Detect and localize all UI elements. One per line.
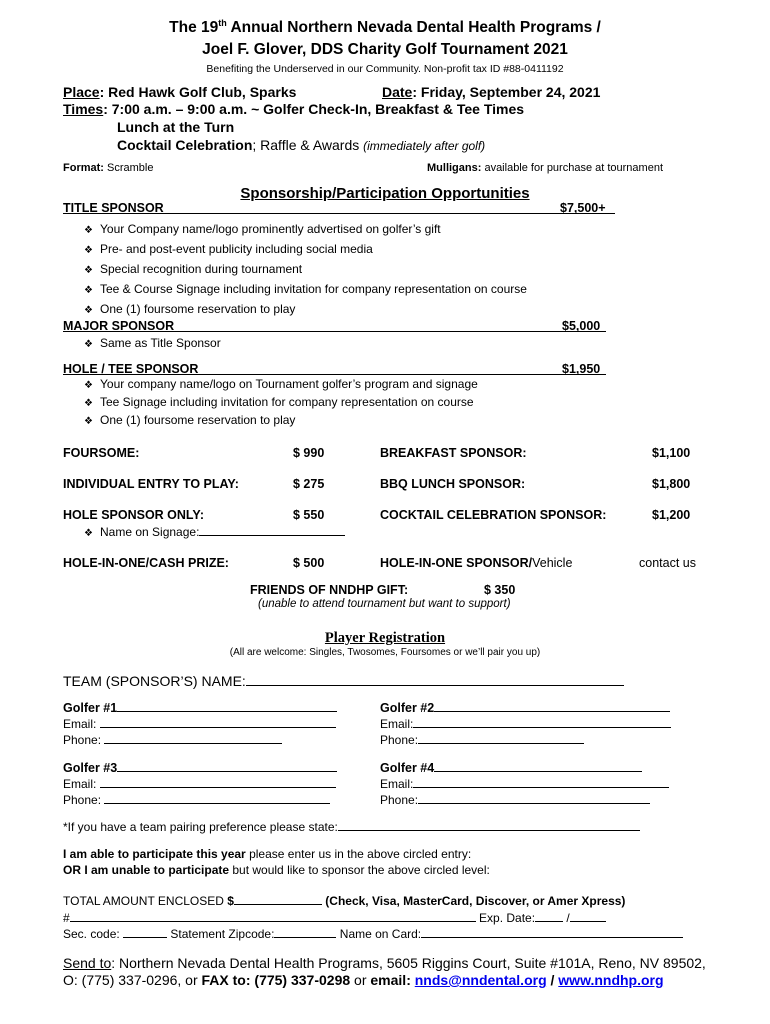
card-name-field[interactable] xyxy=(421,926,683,938)
participate-rest: please enter us in the above circled entry: xyxy=(245,847,472,861)
golfer1-label: Golfer #1 xyxy=(63,701,118,715)
or-text: or xyxy=(350,972,371,988)
golfer3-line xyxy=(63,760,337,775)
diamond-bullet-icon: ❖ xyxy=(84,416,93,427)
friends-note: (unable to attend tournament but want to support) xyxy=(258,598,511,610)
diamond-bullet-icon: ❖ xyxy=(84,380,93,391)
cocktail-rest: ; Raffle & Awards xyxy=(252,137,364,153)
participate-line xyxy=(63,847,471,861)
golfer3-label: Golfer #3 xyxy=(63,761,118,775)
golfer4-name-field[interactable] xyxy=(434,760,642,772)
golfer3-phone-label: Phone: xyxy=(63,793,102,807)
card-name-label: Name on Card: xyxy=(336,927,422,941)
diamond-bullet-icon: ❖ xyxy=(84,225,93,236)
pairing-line xyxy=(63,819,640,834)
sponsorship-heading: Sponsorship/Participation Opportunities xyxy=(240,185,530,202)
diamond-bullet-icon: ❖ xyxy=(84,265,93,276)
team-label: TEAM (SPONSOR’S) NAME: xyxy=(63,673,246,689)
golfer1-email-label: Email: xyxy=(63,717,97,731)
mulligans-label: Mulligans: xyxy=(427,162,482,174)
bullet-item xyxy=(84,280,527,300)
golfer2-name-field[interactable] xyxy=(434,700,670,712)
participate-bold: I am able to participate this year xyxy=(63,847,246,861)
sec-code-field[interactable] xyxy=(123,926,167,938)
golfer1-email-field[interactable] xyxy=(100,716,336,728)
golfer4-email-line xyxy=(380,776,669,791)
golfer4-line xyxy=(380,760,642,775)
bullet-item xyxy=(84,240,527,260)
golfer1-phone-line xyxy=(63,732,282,747)
golfer2-phone-field[interactable] xyxy=(418,732,584,744)
hole-sponsor-bullets xyxy=(84,376,478,430)
link-separator: / xyxy=(546,972,559,988)
bullet-text: Your Company name/logo prominently advertised on golfer’s gift xyxy=(100,222,441,236)
bbq-label: BBQ LUNCH SPONSOR: xyxy=(380,477,526,491)
registration-heading: Player Registration xyxy=(324,630,446,646)
place-label: Place xyxy=(63,84,100,100)
unable-rest: but would like to sponsor the above circled level: xyxy=(229,863,490,877)
golfer3-email-label: Email: xyxy=(63,777,97,791)
cocktail-italic: (immediately after golf) xyxy=(363,139,486,153)
page-title xyxy=(0,18,770,37)
pairing-label: *If you have a team pairing preference please state: xyxy=(63,820,338,834)
exp-date-label: Exp. Date: xyxy=(475,911,536,925)
signage-label: Name on Signage: xyxy=(100,525,200,539)
golfer1-phone-label: Phone: xyxy=(63,733,102,747)
golfer2-label: Golfer #2 xyxy=(380,701,435,715)
golfer3-phone-line xyxy=(63,792,330,807)
hio-sponsor-label xyxy=(380,556,572,570)
major-sponsor-bullets xyxy=(84,334,221,354)
total-dollar: $ xyxy=(227,894,234,908)
title-superscript: th xyxy=(218,18,227,28)
sec-code-label: Sec. code: xyxy=(63,927,120,941)
fax-number: FAX to: (775) 337-0298 xyxy=(201,972,351,988)
bullet-text: Tee Signage including invitation for company representation on course xyxy=(100,395,474,409)
golfer1-line xyxy=(63,700,337,715)
golfer3-email-line xyxy=(63,776,336,791)
unable-line xyxy=(63,863,490,877)
hole-sponsor-price: $1,950 xyxy=(562,362,601,376)
registration-subheading: (All are welcome: Singles, Twosomes, Foursomes or we’ll pair you up) xyxy=(229,647,541,658)
exp-year-field[interactable] xyxy=(570,910,606,922)
bbq-price: $1,800 xyxy=(652,477,691,491)
golfer2-phone-label: Phone: xyxy=(380,733,419,747)
golfer2-email-label: Email: xyxy=(380,717,414,731)
golfer2-line xyxy=(380,700,670,715)
golfer2-email-field[interactable] xyxy=(413,716,671,728)
bullet-item xyxy=(84,376,478,394)
friends-label: FRIENDS OF NNDHP GIFT: xyxy=(250,583,409,597)
bullet-item xyxy=(84,394,478,412)
title-text-rest: Annual Northern Nevada Dental Health Programs / xyxy=(226,19,601,37)
exp-month-field[interactable] xyxy=(535,910,563,922)
golfer4-phone-line xyxy=(380,792,650,807)
diamond-bullet-icon: ❖ xyxy=(84,285,93,296)
date-value: : Friday, September 24, 2021 xyxy=(412,84,601,100)
pairing-field[interactable] xyxy=(338,819,640,831)
bullet-item xyxy=(84,300,527,320)
golfer1-phone-field[interactable] xyxy=(104,732,282,744)
bullet-text: Tee & Course Signage including invitation for company representation on course xyxy=(100,282,527,296)
card-number-field[interactable] xyxy=(70,910,476,922)
bullet-item xyxy=(84,260,527,280)
unable-bold: OR I am unable to participate xyxy=(63,863,230,877)
golfer3-phone-field[interactable] xyxy=(104,792,330,804)
bullet-item xyxy=(84,220,527,240)
team-name-field[interactable] xyxy=(246,671,624,686)
golfer4-email-label: Email: xyxy=(380,777,414,791)
bullet-text: Your company name/logo on Tournament golfer’s program and signage xyxy=(100,377,478,391)
total-label: TOTAL AMOUNT ENCLOSED xyxy=(63,894,228,908)
mulligans-value: available for purchase at tournament xyxy=(481,162,663,174)
individual-label: INDIVIDUAL ENTRY TO PLAY: xyxy=(63,477,239,491)
office-phone: O: (775) 337-0296, or xyxy=(63,972,202,988)
foursome-label: FOURSOME: xyxy=(63,446,140,460)
individual-price: $ 275 xyxy=(293,477,325,491)
hole-only-label: HOLE SPONSOR ONLY: xyxy=(63,508,204,522)
bullet-text: One (1) foursome reservation to play xyxy=(100,413,296,427)
total-amount-field[interactable] xyxy=(234,893,322,905)
hole-sponsor-name: HOLE / TEE SPONSOR xyxy=(63,362,199,376)
golfer1-email-line xyxy=(63,716,336,731)
format-label: Format: xyxy=(63,162,104,174)
times-value: : 7:00 a.m. – 9:00 a.m. ~ Golfer Check-In, Breakfast & Tee Times xyxy=(103,101,525,117)
cocktail-label: COCKTAIL CELEBRATION SPONSOR: xyxy=(380,508,607,522)
golfer2-email-line xyxy=(380,716,671,731)
place-line xyxy=(63,84,296,100)
title-sponsor-bullets xyxy=(84,220,527,320)
hio-sponsor-text: HOLE-IN-ONE SPONSOR/ xyxy=(380,556,533,570)
total-line xyxy=(63,893,625,908)
golfer3-email-field[interactable] xyxy=(100,776,336,788)
card-number-line xyxy=(63,910,606,925)
golfer3-name-field[interactable] xyxy=(117,760,337,772)
signage-field[interactable] xyxy=(199,524,345,536)
hio-cash-label: HOLE-IN-ONE/CASH PRIZE: xyxy=(63,556,229,570)
send-to-line xyxy=(63,955,706,971)
bullet-text: Special recognition during tournament xyxy=(100,262,303,276)
bullet-item xyxy=(84,412,478,430)
friends-price: $ 350 xyxy=(484,583,516,597)
date-line xyxy=(382,84,600,100)
zipcode-label: Statement Zipcode: xyxy=(167,927,275,941)
breakfast-label: BREAKFAST SPONSOR: xyxy=(380,446,527,460)
card-number-label: # xyxy=(63,911,70,925)
breakfast-price: $1,100 xyxy=(652,446,691,460)
sec-code-line xyxy=(63,926,683,941)
zipcode-field[interactable] xyxy=(274,926,336,938)
golfer2-phone-line xyxy=(380,732,584,747)
team-line xyxy=(63,671,624,689)
website-link[interactable]: www.nndhp.org xyxy=(558,972,664,988)
title-text: The 19 xyxy=(169,19,219,37)
times-label: Times xyxy=(63,101,104,117)
page-title-line2: Joel F. Glover, DDS Charity Golf Tournament 2021 xyxy=(202,41,568,58)
date-label: Date xyxy=(382,84,413,100)
page-subtitle: Benefiting the Underserved in our Community. Non-profit tax ID #88-0411192 xyxy=(206,63,564,75)
diamond-bullet-icon: ❖ xyxy=(84,245,93,256)
diamond-bullet-icon: ❖ xyxy=(84,398,93,409)
place-value: : Red Hawk Golf Club, Sparks xyxy=(99,84,297,100)
major-sponsor-name: MAJOR SPONSOR xyxy=(63,319,175,333)
signage-line xyxy=(84,524,345,539)
golfer4-email-field[interactable] xyxy=(413,776,669,788)
golfer4-phone-field[interactable] xyxy=(418,792,650,804)
lunch-line: Lunch at the Turn xyxy=(117,119,235,135)
format-line xyxy=(63,162,153,174)
times-line xyxy=(63,101,524,117)
diamond-bullet-icon: ❖ xyxy=(84,305,93,316)
hio-sponsor-price: contact us xyxy=(639,556,696,570)
title-sponsor-price: $7,500+ xyxy=(560,201,606,215)
cocktail-price: $1,200 xyxy=(652,508,691,522)
golfer1-name-field[interactable] xyxy=(117,700,337,712)
send-to-value: : Northern Nevada Dental Health Programs, 5605 Riggins Court, Suite #101A, Reno, NV 89502, xyxy=(111,955,706,971)
bullet-item xyxy=(84,334,221,354)
diamond-bullet-icon: ❖ xyxy=(84,528,93,539)
send-to-label: Send to xyxy=(63,955,112,971)
diamond-bullet-icon: ❖ xyxy=(84,339,93,350)
contact-line xyxy=(63,972,664,988)
hio-sponsor-vehicle: Vehicle xyxy=(532,556,573,570)
bullet-text: One (1) foursome reservation to play xyxy=(100,302,296,316)
hio-cash-price: $ 500 xyxy=(293,556,325,570)
cocktail-bold: Cocktail Celebration xyxy=(117,137,253,153)
email-label: email: xyxy=(370,972,415,988)
mulligans-line xyxy=(427,162,663,174)
format-value: Scramble xyxy=(103,162,154,174)
bullet-text: Same as Title Sponsor xyxy=(100,336,221,350)
major-sponsor-price: $5,000 xyxy=(562,319,601,333)
hole-only-price: $ 550 xyxy=(293,508,325,522)
golfer4-label: Golfer #4 xyxy=(380,761,435,775)
card-types: (Check, Visa, MasterCard, Discover, or Amer Xpress) xyxy=(321,894,626,908)
foursome-price: $ 990 xyxy=(293,446,325,460)
email-link[interactable]: nnds@nndental.org xyxy=(414,972,547,988)
golfer4-phone-label: Phone: xyxy=(380,793,419,807)
cocktail-line xyxy=(117,137,485,153)
bullet-text: Pre- and post-event publicity including social media xyxy=(100,242,373,256)
exp-slash: / xyxy=(563,911,570,925)
title-sponsor-name: TITLE SPONSOR xyxy=(63,201,164,215)
